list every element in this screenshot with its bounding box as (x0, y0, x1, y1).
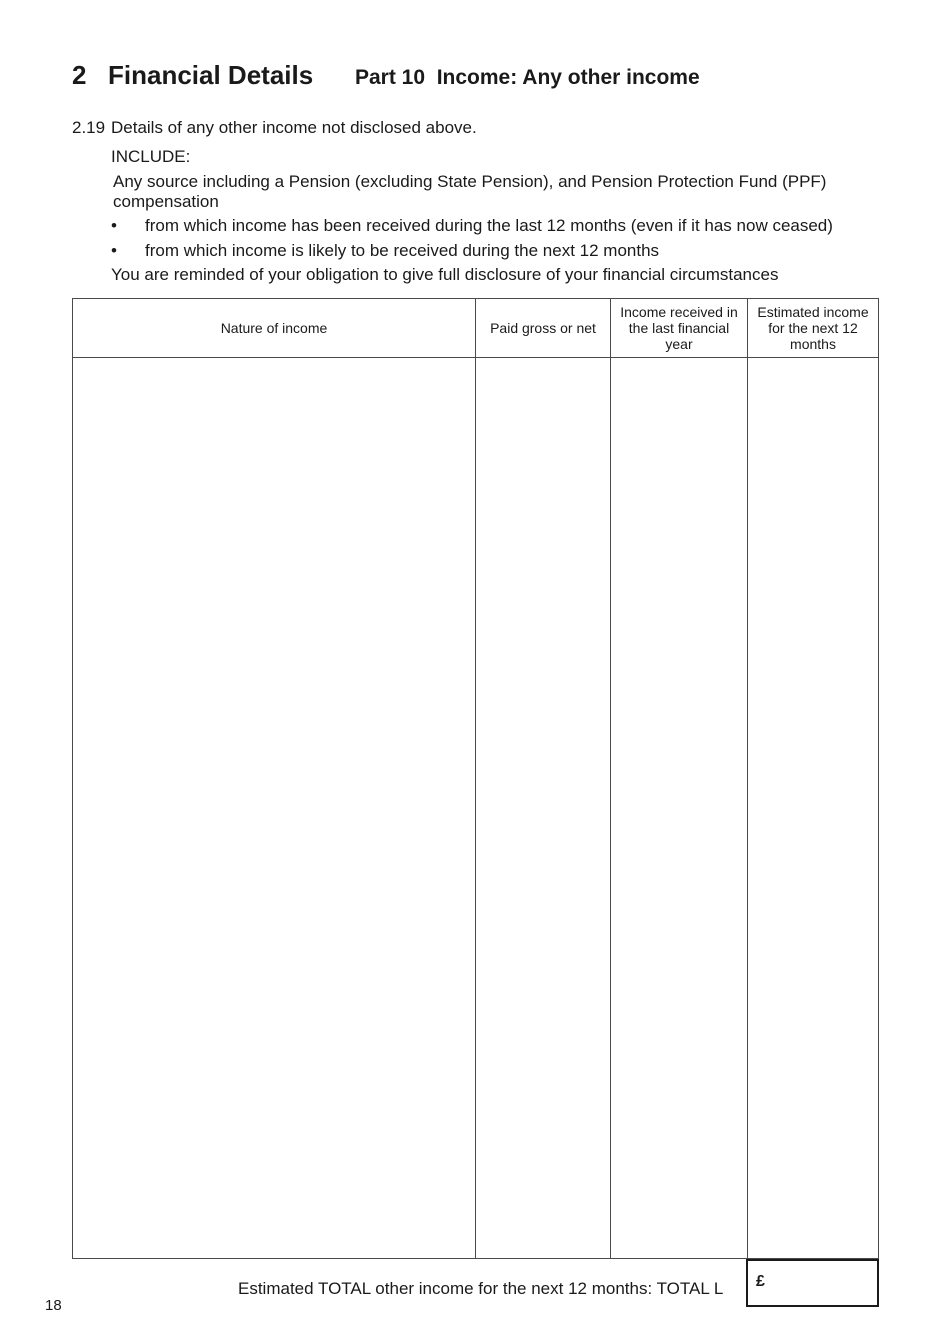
bullet-item-likely: from which income is likely to be received during the next 12 months (145, 241, 660, 260)
column-header-nature: Nature of income (73, 299, 476, 358)
income-last-year-field[interactable] (611, 358, 748, 1259)
part-title: Part 10 Income: Any other income (355, 66, 700, 89)
total-label: Estimated TOTAL other income for the next 12 months: TOTAL L (238, 1279, 724, 1298)
pound-sign: £ (756, 1273, 765, 1290)
section-title: Financial Details (108, 60, 314, 90)
disclosure-reminder: You are reminded of your obligation to give full disclosure of your financial circumstances (111, 265, 779, 284)
bullet-item-received: from which income has been received during the last 12 months (even if it has now ceased) (145, 216, 833, 235)
total-input-box[interactable] (746, 1259, 879, 1307)
bullet-icon: • (111, 241, 117, 260)
page-number: 18 (45, 1297, 62, 1314)
section-number: 2 (72, 60, 87, 90)
table-header-row (73, 299, 879, 358)
other-income-table (72, 298, 879, 1259)
column-header-last-year: Income received in the last financial year (611, 299, 748, 358)
bullet-icon: • (111, 216, 117, 235)
estimated-income-field[interactable] (748, 358, 879, 1259)
include-label: INCLUDE: (111, 147, 191, 166)
column-header-gross-net: Paid gross or net (476, 299, 611, 358)
question-text: Details of any other income not disclosed above. (111, 118, 477, 137)
paid-gross-or-net-field[interactable] (476, 358, 611, 1259)
nature-of-income-field[interactable] (73, 358, 476, 1259)
column-header-next-12-months: Estimated income for the next 12 months (748, 299, 879, 358)
include-source-text: Any source including a Pension (excluding State Pension), and Pension Protection Fund (PPF) compensation (113, 172, 827, 211)
table-row (73, 358, 879, 1259)
question-number: 2.19 (72, 118, 106, 137)
